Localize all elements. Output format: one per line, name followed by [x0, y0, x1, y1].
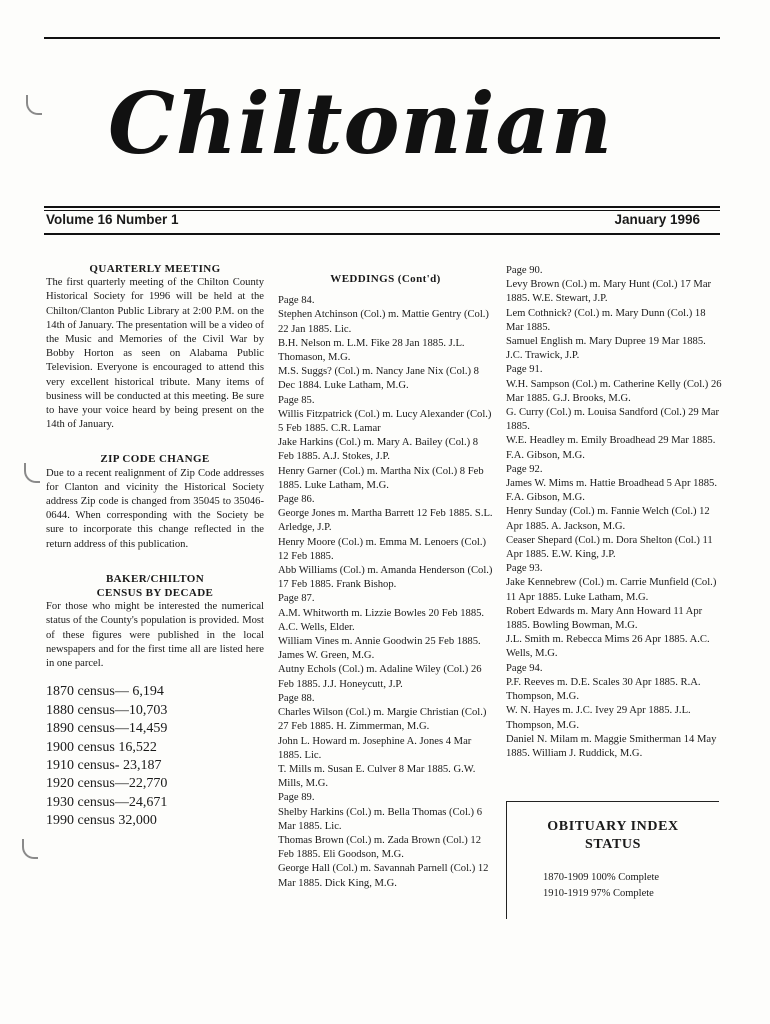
right-column: [506, 264, 724, 761]
wedding-entry: James W. Mims m. Hattie Broadhead 5 Apr 1885. F.A. Gibson, M.G.: [506, 478, 717, 504]
wedding-entry: Page 92.: [506, 463, 543, 475]
wedding-entry: John L. Howard m. Josephine A. Jones 4 Mar 1885. Lic.: [278, 735, 472, 761]
census-row: 1890 census—14,459: [46, 721, 168, 737]
wedding-entry: George Jones m. Martha Barrett 12 Feb 1885. S.L. Arledge, J.P.: [278, 508, 493, 534]
obituary-title-line2: STATUS: [585, 837, 641, 852]
census-row: 1920 census—22,770: [46, 776, 168, 792]
meeting-heading: QUARTERLY MEETING: [89, 263, 221, 275]
census-row: 1930 census—24,671: [46, 794, 168, 810]
wedding-entry: Henry Moore (Col.) m. Emma M. Lenoers (Col.) 12 Feb 1885.: [278, 536, 487, 562]
census-list: [46, 683, 264, 830]
wedding-entry: Page 90.: [506, 265, 543, 276]
masthead-title: Chiltonian: [108, 74, 614, 173]
obituary-status-lines: [507, 870, 719, 902]
left-column: [46, 262, 264, 831]
wedding-entry: Willis Fitzpatrick (Col.) m. Lucy Alexander (Col.) 5 Feb 1885. C.R. Lamar: [278, 408, 492, 435]
wedding-entry: G. Curry (Col.) m. Louisa Sandford (Col.) 29 Mar 1885.: [506, 407, 720, 433]
wedding-entry: Charles Wilson (Col.) m. Margie Christian (Col.) 27 Feb 1885. H. Zimmerman, M.G.: [278, 707, 487, 733]
wedding-entry: Page 84.: [278, 295, 315, 307]
punch-hole-mark: [22, 839, 38, 859]
wedding-entry: Page 86.: [278, 494, 315, 506]
wedding-entry: Page 87.: [278, 593, 315, 605]
punch-hole-mark: [26, 95, 42, 115]
header-rule-bottom: [44, 233, 720, 235]
wedding-entry: W.H. Sampson (Col.) m. Catherine Kelly (Col.) 26 Mar 1885. G.J. Brooks, M.G.: [506, 378, 722, 404]
wedding-entry: Page 89.: [278, 792, 315, 804]
wedding-entry: Stephen Atchinson (Col.) m. Mattie Gentry (Col.) 22 Jan 1885. Lic.: [278, 309, 489, 335]
wedding-entry: Thomas Brown (Col.) m. Zada Brown (Col.) 12 Feb 1885. Eli Goodson, M.G.: [278, 834, 482, 861]
wedding-entry: W.E. Headley m. Emily Broadhead 29 Mar 1885. F.A. Gibson, M.G.: [506, 435, 716, 461]
wedding-entry: T. Mills m. Susan E. Culver 8 Mar 1885. G.W. Mills, M.G.: [278, 763, 476, 790]
wedding-entry: Page 94.: [506, 662, 543, 674]
obituary-status-line: 1870-1909 100% Complete: [543, 872, 660, 883]
weddings-heading: WEDDINGS (Cont'd): [330, 273, 441, 285]
census-row: 1870 census— 6,194: [46, 684, 164, 700]
wedding-entry: Shelby Harkins (Col.) m. Bella Thomas (Col.) 6 Mar 1885. Lic.: [278, 806, 483, 832]
census-row: 1900 census 16,522: [46, 739, 157, 755]
wedding-entry: J.L. Smith m. Rebecca Mims 26 Apr 1885. A.C. Wells, M.G.: [506, 634, 710, 660]
census-heading-line1: BAKER/CHILTON: [105, 572, 205, 585]
wedding-entry: Page 88.: [278, 692, 315, 704]
wedding-entry: Samuel English m. Mary Dupree 19 Mar 1885. J.C. Trawick, J.P.: [506, 336, 706, 362]
wedding-entry: Levy Brown (Col.) m. Mary Hunt (Col.) 17 Mar 1885. W.E. Stewart, J.P.: [506, 279, 712, 305]
volume-number: Volume 16 Number 1: [46, 212, 179, 227]
census-row: 1880 census—10,703: [46, 702, 168, 718]
wedding-entry: Page 85.: [278, 394, 315, 406]
zip-heading: ZIP CODE CHANGE: [100, 453, 210, 466]
zip-body: Due to a recent realignment of Zip Code addresses for Clanton and vicinity the Historical Society address Zip code is changed from 35045 to 35046-0644. When corresponding with the Society be sure to incorporate this change reflected in the return address of this publication.: [46, 467, 264, 550]
census-heading-line2: CENSUS BY DECADE: [96, 587, 214, 600]
wedding-entry: Page 93.: [506, 563, 543, 575]
obituary-title-line1: OBITUARY INDEX: [547, 819, 679, 834]
census-row: 1990 census 32,000: [46, 813, 157, 829]
weddings-list-continued: [506, 264, 724, 761]
weddings-list: [278, 294, 493, 891]
meeting-body: The first quarterly meeting of the Chilton County Historical Society for 1996 will be held at the Chilton/Clanton Public Library at 2:00 P.M. on the 14th of January. The presentation will be a video of the Music and Memories of the Civil War by Bobby Horton as seen on Alabama Public Television. Everyone is encouraged to attend this very excellent historical tribute. Many items of business will be conducted at this meeting. Be sure to have your voice heard by being present on the 14th of January.: [46, 277, 264, 431]
wedding-entry: B.H. Nelson m. L.M. Fike 28 Jan 1885. J.L. Thomason, M.G.: [278, 337, 465, 364]
issue-date: January 1996: [614, 212, 700, 227]
middle-column: [278, 272, 493, 891]
census-row: 1910 census- 23,187: [46, 757, 162, 773]
wedding-entry: Page 91.: [506, 364, 543, 376]
obituary-status-line: 1910-1919 97% Complete: [543, 888, 654, 899]
wedding-entry: Daniel N. Milam m. Maggie Smitherman 14 May 1885. William J. Ruddick, M.G.: [506, 733, 717, 759]
masthead-rule: [44, 206, 720, 208]
wedding-entry: Robert Edwards m. Mary Ann Howard 11 Apr 1885. Bowling Bowman, M.G.: [506, 605, 703, 632]
top-rule: [44, 37, 720, 39]
wedding-entry: M.S. Suggs? (Col.) m. Nancy Jane Nix (Col.) 8 Dec 1884. Luke Latham, M.G.: [278, 366, 479, 392]
wedding-entry: Abb Williams (Col.) m. Amanda Henderson (Col.) 17 Feb 1885. Frank Bishop.: [278, 565, 493, 591]
obituary-index-box: [506, 801, 719, 919]
punch-hole-mark: [24, 463, 40, 483]
wedding-entry: George Hall (Col.) m. Savannah Parnell (Col.) 12 Mar 1885. Dick King, M.G.: [278, 863, 489, 889]
wedding-entry: Autny Echols (Col.) m. Adaline Wiley (Col.) 26 Feb 1885. J.J. Honeycutt, J.P.: [278, 664, 482, 690]
wedding-entry: Henry Garner (Col.) m. Martha Nix (Col.) 8 Feb 1885. Luke Latham, M.G.: [278, 465, 484, 491]
wedding-entry: Jake Kennebrew (Col.) m. Carrie Munfield (Col.) 11 Apr 1885. Luke Latham, M.G.: [506, 577, 717, 603]
masthead-rule-thin: [44, 210, 720, 211]
wedding-entry: William Vines m. Annie Goodwin 25 Feb 1885. James W. Green, M.G.: [278, 636, 481, 662]
wedding-entry: Ceaser Shepard (Col.) m. Dora Shelton (Col.) 11 Apr 1885. E.W. King, J.P.: [506, 534, 713, 561]
census-body: For those who might be interested the numerical status of the County's population is provided. Most of these figures were published in the local newspapers and for the first time all are listed here in one parcel.: [46, 601, 264, 670]
wedding-entry: W. N. Hayes m. J.C. Ivey 29 Apr 1885. J.L. Thompson, M.G.: [506, 705, 691, 731]
wedding-entry: A.M. Whitworth m. Lizzie Bowles 20 Feb 1885. A.C. Wells, Elder.: [278, 607, 485, 633]
wedding-entry: Henry Sunday (Col.) m. Fannie Welch (Col.) 12 Apr 1885. A. Jackson, M.G.: [506, 506, 710, 532]
wedding-entry: P.F. Reeves m. D.E. Scales 30 Apr 1885. R.A. Thompson, M.G.: [506, 676, 701, 703]
wedding-entry: Lem Cothnick? (Col.) m. Mary Dunn (Col.) 18 Mar 1885.: [506, 307, 706, 333]
wedding-entry: Jake Harkins (Col.) m. Mary A. Bailey (Col.) 8 Feb 1885. A.J. Stokes, J.P.: [278, 437, 479, 463]
